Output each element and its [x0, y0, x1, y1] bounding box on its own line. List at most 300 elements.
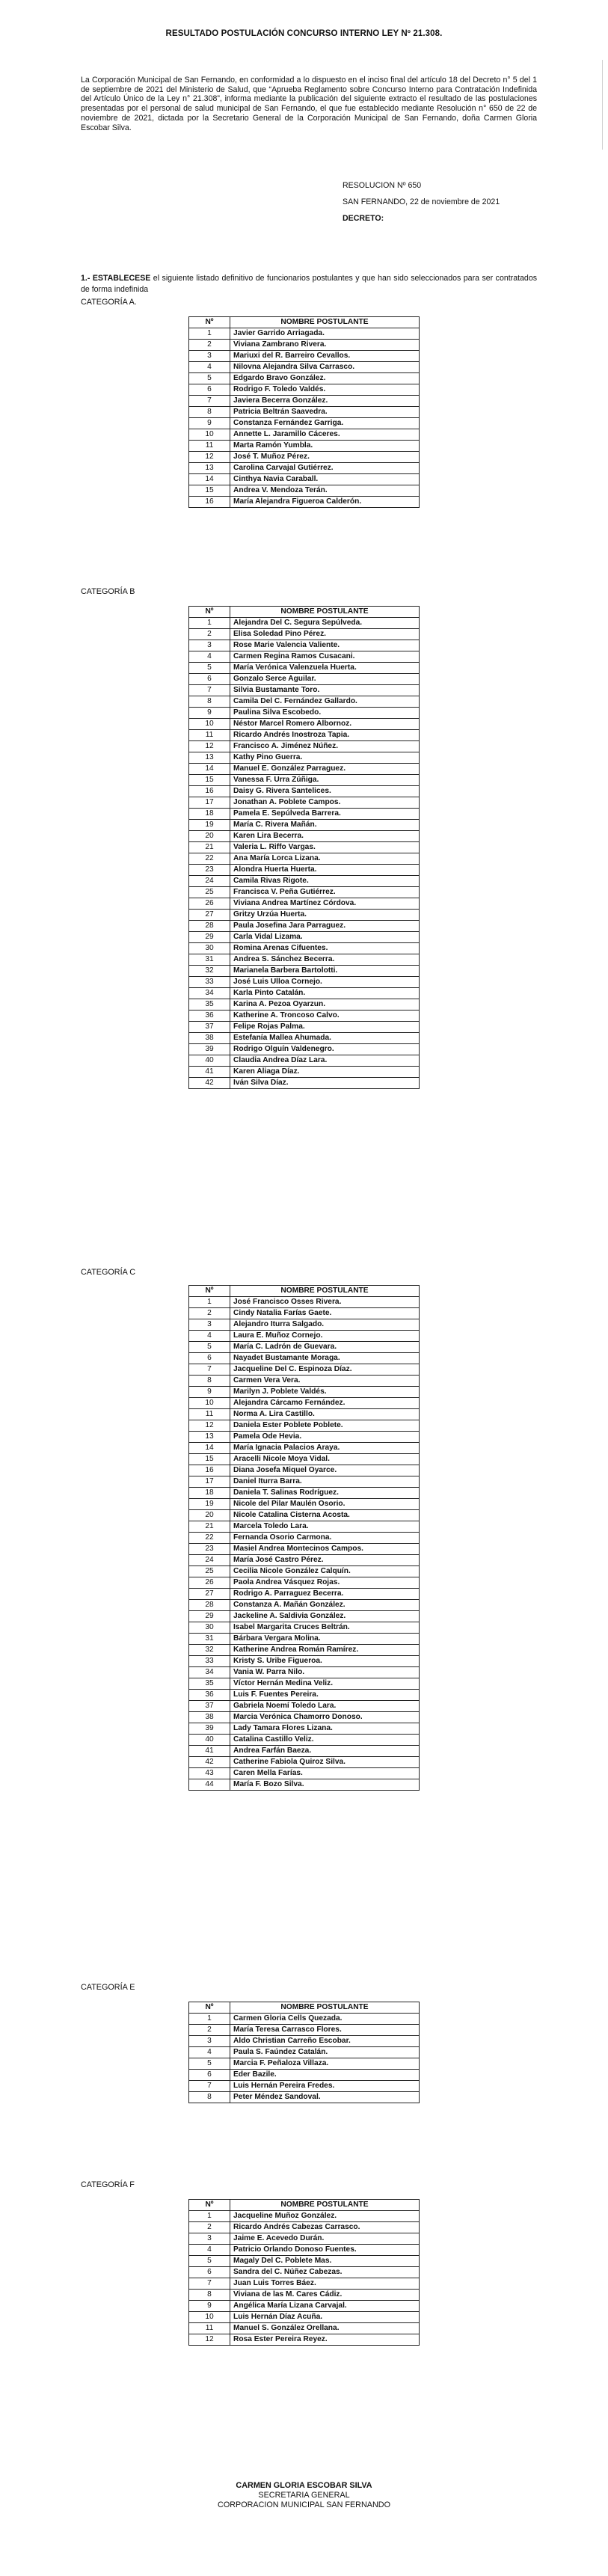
row-number: 8 [189, 407, 230, 418]
column-header-number: Nº [189, 2200, 230, 2211]
postulant-name: María Alejandra Figueroa Calderón. [230, 497, 420, 508]
postulant-name: Karla Pinto Catalán. [230, 988, 420, 999]
row-number: 1 [189, 328, 230, 340]
postulant-name: Francisco A. Jiménez Núñez. [230, 741, 420, 752]
postulant-name: Alejandro Iturra Salgado. [230, 1319, 420, 1331]
row-number: 21 [189, 1521, 230, 1533]
table-row [189, 2081, 420, 2092]
table-row [189, 2278, 420, 2290]
postulant-name: Jacqueline Muñoz González. [230, 2211, 420, 2222]
table-header-row [189, 2002, 420, 2014]
table-row [189, 1364, 420, 1376]
row-number: 39 [189, 1723, 230, 1735]
table-row [189, 809, 420, 820]
table-row [189, 898, 420, 910]
table-row [189, 452, 420, 463]
postulant-name: Carmen Regina Ramos Cusacani. [230, 651, 420, 663]
row-number: 16 [189, 1465, 230, 1476]
postulant-name: Catalina Castillo Veliz. [230, 1735, 420, 1746]
row-number: 4 [189, 651, 230, 663]
table-row [189, 2301, 420, 2312]
postulant-table [188, 2002, 420, 2103]
page-edge-mark [602, 60, 605, 150]
row-number: 25 [189, 887, 230, 898]
postulant-name: María José Castro Pérez. [230, 1555, 420, 1566]
postulant-name: Camila Del C. Fernández Gallardo. [230, 696, 420, 708]
postulant-name: Aldo Christian Carreño Escobar. [230, 2036, 420, 2047]
table-row [189, 820, 420, 831]
table-row [189, 2047, 420, 2058]
row-number: 22 [189, 853, 230, 865]
table-row [189, 418, 420, 429]
row-number: 6 [189, 2070, 230, 2081]
postulant-name: Marianela Barbera Bartolotti. [230, 966, 420, 977]
category-label: CATEGORÍA C [81, 1268, 135, 1277]
postulant-name: Aracelli Nicole Moya Vidal. [230, 1454, 420, 1465]
postulant-name: Paula Josefina Jara Parraguez. [230, 921, 420, 932]
table-row [189, 977, 420, 988]
postulant-name: Jacqueline Del C. Espinoza Díaz. [230, 1364, 420, 1376]
row-number: 9 [189, 708, 230, 719]
postulant-name: Constanza Fernández Garriga. [230, 418, 420, 429]
postulant-name: Fernanda Osorio Carmona. [230, 1533, 420, 1544]
table-row [189, 887, 420, 898]
category-label: CATEGORÍA A. [81, 298, 137, 307]
postulant-name: Carolina Carvajal Gutiérrez. [230, 463, 420, 474]
postulant-table [188, 1285, 420, 1791]
row-number: 30 [189, 943, 230, 954]
postulant-name: Rodrigo F. Toledo Valdés. [230, 384, 420, 396]
postulant-name: Cinthya Navia Caraball. [230, 474, 420, 485]
table-row [189, 831, 420, 842]
postulant-name: Andrea Farfán Baeza. [230, 1746, 420, 1757]
table-row [189, 1690, 420, 1701]
table-row [189, 396, 420, 407]
row-number: 23 [189, 1544, 230, 1555]
postulant-name: Constanza A. Mañán González. [230, 1600, 420, 1611]
table-row [189, 932, 420, 943]
table-row [189, 1510, 420, 1521]
table-row [189, 1589, 420, 1600]
table-row [189, 2058, 420, 2070]
postulant-name: Víctor Hernán Medina Veliz. [230, 1678, 420, 1690]
postulant-name: Cindy Natalia Farías Gaete. [230, 1308, 420, 1319]
row-number: 3 [189, 1319, 230, 1331]
postulant-name: Andrea V. Mendoza Terán. [230, 485, 420, 497]
table-row [189, 663, 420, 674]
postulant-name: María Teresa Carrasco Flores. [230, 2025, 420, 2036]
postulant-name: Carmen Gloria Cells Quezada. [230, 2014, 420, 2025]
row-number: 38 [189, 1033, 230, 1044]
signatory-role: SECRETARIA GENERAL [258, 2491, 350, 2500]
postulant-name: Jaime E. Acevedo Durán. [230, 2233, 420, 2245]
row-number: 2 [189, 1308, 230, 1319]
row-number: 10 [189, 1398, 230, 1409]
postulant-name: Eder Bazile. [230, 2070, 420, 2081]
row-number: 22 [189, 1533, 230, 1544]
postulant-name: Annette L. Jaramillo Cáceres. [230, 429, 420, 441]
establece-lead: 1.- ESTABLECESE [81, 274, 151, 283]
table-row [189, 1757, 420, 1768]
postulant-name: Karen Aliaga Díaz. [230, 1067, 420, 1078]
table-row [189, 2323, 420, 2334]
table-row [189, 1432, 420, 1443]
postulant-name: Iván Silva Díaz. [230, 1078, 420, 1089]
row-number: 29 [189, 1611, 230, 1622]
table-row [189, 1443, 420, 1454]
table-row [189, 1779, 420, 1791]
postulant-name: Norma A. Lira Castillo. [230, 1409, 420, 1420]
row-number: 30 [189, 1622, 230, 1634]
table-row [189, 2036, 420, 2047]
row-number: 17 [189, 797, 230, 809]
row-number: 35 [189, 999, 230, 1011]
table-row [189, 1656, 420, 1667]
row-number: 36 [189, 1690, 230, 1701]
row-number: 16 [189, 786, 230, 797]
row-number: 36 [189, 1011, 230, 1022]
category-label: CATEGORÍA F [81, 2180, 135, 2189]
postulant-name: Kristy S. Uribe Figueroa. [230, 1656, 420, 1667]
table-row [189, 1735, 420, 1746]
postulant-name: Marta Ramón Yumbla. [230, 441, 420, 452]
row-number: 9 [189, 418, 230, 429]
row-number: 9 [189, 1387, 230, 1398]
postulant-name: Paulina Silva Escobedo. [230, 708, 420, 719]
table-row [189, 876, 420, 887]
row-number: 40 [189, 1735, 230, 1746]
postulant-name: Silvia Bustamante Toro. [230, 685, 420, 696]
table-row [189, 1308, 420, 1319]
row-number: 32 [189, 1645, 230, 1656]
table-row [189, 988, 420, 999]
postulant-name: Rosa Ester Pereira Reyez. [230, 2334, 420, 2346]
row-number: 29 [189, 932, 230, 943]
table-row [189, 797, 420, 809]
row-number: 7 [189, 2081, 230, 2092]
establece-paragraph [81, 273, 537, 295]
table-row [189, 463, 420, 474]
postulant-name: Paula S. Faúndez Catalán. [230, 2047, 420, 2058]
postulant-name: Viviana de las M. Cares Cádiz. [230, 2290, 420, 2301]
row-number: 12 [189, 741, 230, 752]
table-row [189, 2014, 420, 2025]
row-number: 42 [189, 1757, 230, 1768]
row-number: 28 [189, 921, 230, 932]
row-number: 1 [189, 2014, 230, 2025]
row-number: 5 [189, 2058, 230, 2070]
row-number: 26 [189, 1577, 230, 1589]
table-row [189, 674, 420, 685]
table-row [189, 1577, 420, 1589]
row-number: 24 [189, 876, 230, 887]
postulant-name: Mariuxi del R. Barreiro Cevallos. [230, 351, 420, 362]
row-number: 11 [189, 730, 230, 741]
table-row [189, 2256, 420, 2267]
postulant-name: Luis F. Fuentes Pereira. [230, 1690, 420, 1701]
table-row [189, 1465, 420, 1476]
postulant-name: Angélica María Lizana Carvajal. [230, 2301, 420, 2312]
column-header-number: Nº [189, 317, 230, 328]
postulant-name: María Ignacia Palacios Araya. [230, 1443, 420, 1454]
table-row [189, 351, 420, 362]
row-number: 5 [189, 2256, 230, 2267]
table-row [189, 2025, 420, 2036]
postulant-name: Camila Rivas Rigote. [230, 876, 420, 887]
table-row [189, 2312, 420, 2323]
column-header-name: NOMBRE POSTULANTE [230, 2002, 420, 2014]
row-number: 24 [189, 1555, 230, 1566]
postulant-name: Marcia Verónica Chamorro Donoso. [230, 1712, 420, 1723]
table-row [189, 708, 420, 719]
row-number: 33 [189, 977, 230, 988]
row-number: 1 [189, 2211, 230, 2222]
postulant-name: Gritzy Urzúa Huerta. [230, 910, 420, 921]
table-row [189, 629, 420, 640]
table-row [189, 1044, 420, 1055]
postulant-name: Caren Mella Farías. [230, 1768, 420, 1779]
table-row [189, 1555, 420, 1566]
table-row [189, 2092, 420, 2103]
postulant-name: Rodrigo A. Parraguez Becerra. [230, 1589, 420, 1600]
postulant-name: Cecilia Nicole González Calquín. [230, 1566, 420, 1577]
row-number: 6 [189, 674, 230, 685]
postulant-name: Pamela Ode Hevia. [230, 1432, 420, 1443]
postulant-name: Andrea S. Sánchez Becerra. [230, 954, 420, 966]
table-row [189, 1297, 420, 1308]
table-row [189, 2245, 420, 2256]
table-row [189, 618, 420, 629]
row-number: 3 [189, 640, 230, 651]
table-row [189, 752, 420, 764]
postulant-name: Jonathan A. Poblete Campos. [230, 797, 420, 809]
table-row [189, 1067, 420, 1078]
row-number: 21 [189, 842, 230, 853]
table-row [189, 474, 420, 485]
row-number: 35 [189, 1678, 230, 1690]
row-number: 7 [189, 1364, 230, 1376]
row-number: 19 [189, 820, 230, 831]
row-number: 5 [189, 373, 230, 384]
table-row [189, 910, 420, 921]
table-row [189, 1622, 420, 1634]
postulant-name: Estefanía Mallea Ahumada. [230, 1033, 420, 1044]
row-number: 1 [189, 618, 230, 629]
row-number: 13 [189, 463, 230, 474]
row-number: 4 [189, 1331, 230, 1342]
postulant-name: Peter Méndez Sandoval. [230, 2092, 420, 2103]
row-number: 43 [189, 1768, 230, 1779]
postulant-name: Romina Arenas Cifuentes. [230, 943, 420, 954]
row-number: 37 [189, 1022, 230, 1033]
table-row [189, 1420, 420, 1432]
row-number: 34 [189, 1667, 230, 1678]
table-row [189, 1055, 420, 1067]
postulant-name: Alejandra Cárcamo Fernández. [230, 1398, 420, 1409]
postulant-name: María F. Bozo Silva. [230, 1779, 420, 1791]
postulant-name: Sandra del C. Núñez Cabezas. [230, 2267, 420, 2278]
postulant-name: Gonzalo Serce Aguilar. [230, 674, 420, 685]
row-number: 13 [189, 752, 230, 764]
postulant-name: Nayadet Bustamante Moraga. [230, 1353, 420, 1364]
decree-heading: DECRETO: [343, 214, 384, 223]
row-number: 38 [189, 1712, 230, 1723]
table-row [189, 1533, 420, 1544]
postulant-name: Nicole Catalina Cisterna Acosta. [230, 1510, 420, 1521]
postulant-name: Kathy Pino Guerra. [230, 752, 420, 764]
row-number: 7 [189, 685, 230, 696]
table-row [189, 1746, 420, 1757]
row-number: 6 [189, 384, 230, 396]
row-number: 40 [189, 1055, 230, 1067]
table-row [189, 1319, 420, 1331]
postulant-name: Alondra Huerta Huerta. [230, 865, 420, 876]
postulant-name: Paola Andrea Vásquez Rojas. [230, 1577, 420, 1589]
table-row [189, 2211, 420, 2222]
postulant-table [188, 2199, 420, 2346]
row-number: 3 [189, 2036, 230, 2047]
table-row [189, 1409, 420, 1420]
postulant-name: Luis Hernán Pereira Fredes. [230, 2081, 420, 2092]
table-row [189, 696, 420, 708]
postulant-name: Néstor Marcel Romero Albornoz. [230, 719, 420, 730]
row-number: 8 [189, 1376, 230, 1387]
table-row [189, 1611, 420, 1622]
postulant-name: Jackeline A. Saldivia González. [230, 1611, 420, 1622]
postulant-name: Ricardo Andrés Cabezas Carrasco. [230, 2222, 420, 2233]
postulant-name: Rodrigo Olguín Valdenegro. [230, 1044, 420, 1055]
table-header-row [189, 317, 420, 328]
row-number: 11 [189, 2323, 230, 2334]
table-row [189, 1033, 420, 1044]
row-number: 2 [189, 2222, 230, 2233]
row-number: 41 [189, 1746, 230, 1757]
postulant-name: Daisy G. Rivera Santelices. [230, 786, 420, 797]
table-row [189, 853, 420, 865]
row-number: 44 [189, 1779, 230, 1791]
row-number: 12 [189, 2334, 230, 2346]
postulant-name: Alejandra Del C. Segura Sepúlveda. [230, 618, 420, 629]
signatory-organization: CORPORACION MUNICIPAL SAN FERNANDO [218, 2500, 390, 2509]
table-row [189, 1499, 420, 1510]
postulant-name: Viviana Zambrano Rivera. [230, 340, 420, 351]
postulant-name: Carla Vidal Lizama. [230, 932, 420, 943]
category-label: CATEGORÍA B [81, 587, 135, 596]
postulant-name: Isabel Margarita Cruces Beltrán. [230, 1622, 420, 1634]
postulant-name: Carmen Vera Vera. [230, 1376, 420, 1387]
row-number: 31 [189, 954, 230, 966]
table-row [189, 1454, 420, 1465]
table-row [189, 1011, 420, 1022]
row-number: 2 [189, 629, 230, 640]
row-number: 26 [189, 898, 230, 910]
row-number: 8 [189, 2290, 230, 2301]
postulant-name: Javiera Becerra González. [230, 396, 420, 407]
postulant-name: José Luis Ulloa Cornejo. [230, 977, 420, 988]
postulant-name: Diana Josefa Miquel Oyarce. [230, 1465, 420, 1476]
table-row [189, 441, 420, 452]
document-title: RESULTADO POSTULACIÓN CONCURSO INTERNO LEY Nº 21.308. [165, 29, 443, 38]
table-row [189, 2290, 420, 2301]
row-number: 3 [189, 351, 230, 362]
table-row [189, 340, 420, 351]
row-number: 5 [189, 1342, 230, 1353]
postulant-name: Juan Luis Torres Báez. [230, 2278, 420, 2290]
row-number: 10 [189, 429, 230, 441]
table-row [189, 1022, 420, 1033]
row-number: 27 [189, 910, 230, 921]
postulant-name: Manuel S. González Orellana. [230, 2323, 420, 2334]
postulant-name: Elisa Soledad Pino Pérez. [230, 629, 420, 640]
row-number: 7 [189, 2278, 230, 2290]
table-row [189, 1488, 420, 1499]
postulant-name: Patricio Orlando Donoso Fuentes. [230, 2245, 420, 2256]
row-number: 16 [189, 497, 230, 508]
table-row [189, 1476, 420, 1488]
postulant-name: Magaly Del C. Poblete Mas. [230, 2256, 420, 2267]
postulant-name: Ana María Lorca Lizana. [230, 853, 420, 865]
row-number: 18 [189, 809, 230, 820]
row-number: 5 [189, 663, 230, 674]
postulant-name: Gabriela Noemí Toledo Lara. [230, 1701, 420, 1712]
table-row [189, 1600, 420, 1611]
column-header-number: Nº [189, 2002, 230, 2014]
table-row [189, 1078, 420, 1089]
table-row [189, 373, 420, 384]
table-row [189, 2233, 420, 2245]
row-number: 37 [189, 1701, 230, 1712]
table-row [189, 842, 420, 853]
table-row [189, 1566, 420, 1577]
postulant-name: Lady Tamara Flores Lizana. [230, 1723, 420, 1735]
table-row [189, 1521, 420, 1533]
row-number: 27 [189, 1589, 230, 1600]
table-row [189, 1645, 420, 1656]
row-number: 9 [189, 2301, 230, 2312]
resolution-number: RESOLUCION Nº 650 [343, 181, 422, 190]
table-row [189, 1544, 420, 1555]
row-number: 8 [189, 696, 230, 708]
postulant-name: María C. Rivera Mañán. [230, 820, 420, 831]
table-row [189, 429, 420, 441]
row-number: 39 [189, 1044, 230, 1055]
table-row [189, 786, 420, 797]
postulant-name: Nilovna Alejandra Silva Carrasco. [230, 362, 420, 373]
table-header-row [189, 2200, 420, 2211]
row-number: 32 [189, 966, 230, 977]
table-row [189, 1331, 420, 1342]
postulant-name: Daniela T. Salinas Rodríguez. [230, 1488, 420, 1499]
table-row [189, 1342, 420, 1353]
table-row [189, 1353, 420, 1364]
row-number: 34 [189, 988, 230, 999]
postulant-name: Katherine Andrea Román Ramírez. [230, 1645, 420, 1656]
table-row [189, 1387, 420, 1398]
table-row [189, 943, 420, 954]
row-number: 42 [189, 1078, 230, 1089]
column-header-name: NOMBRE POSTULANTE [230, 607, 420, 618]
row-number: 18 [189, 1488, 230, 1499]
postulant-name: Javier Garrido Arriagada. [230, 328, 420, 340]
row-number: 11 [189, 1409, 230, 1420]
table-row [189, 2222, 420, 2233]
column-header-number: Nº [189, 1286, 230, 1297]
row-number: 41 [189, 1067, 230, 1078]
resolution-date: SAN FERNANDO, 22 de noviembre de 2021 [343, 197, 500, 206]
table-row [189, 1712, 420, 1723]
postulant-name: Marcia F. Peñaloza Villaza. [230, 2058, 420, 2070]
postulant-name: Felipe Rojas Palma. [230, 1022, 420, 1033]
